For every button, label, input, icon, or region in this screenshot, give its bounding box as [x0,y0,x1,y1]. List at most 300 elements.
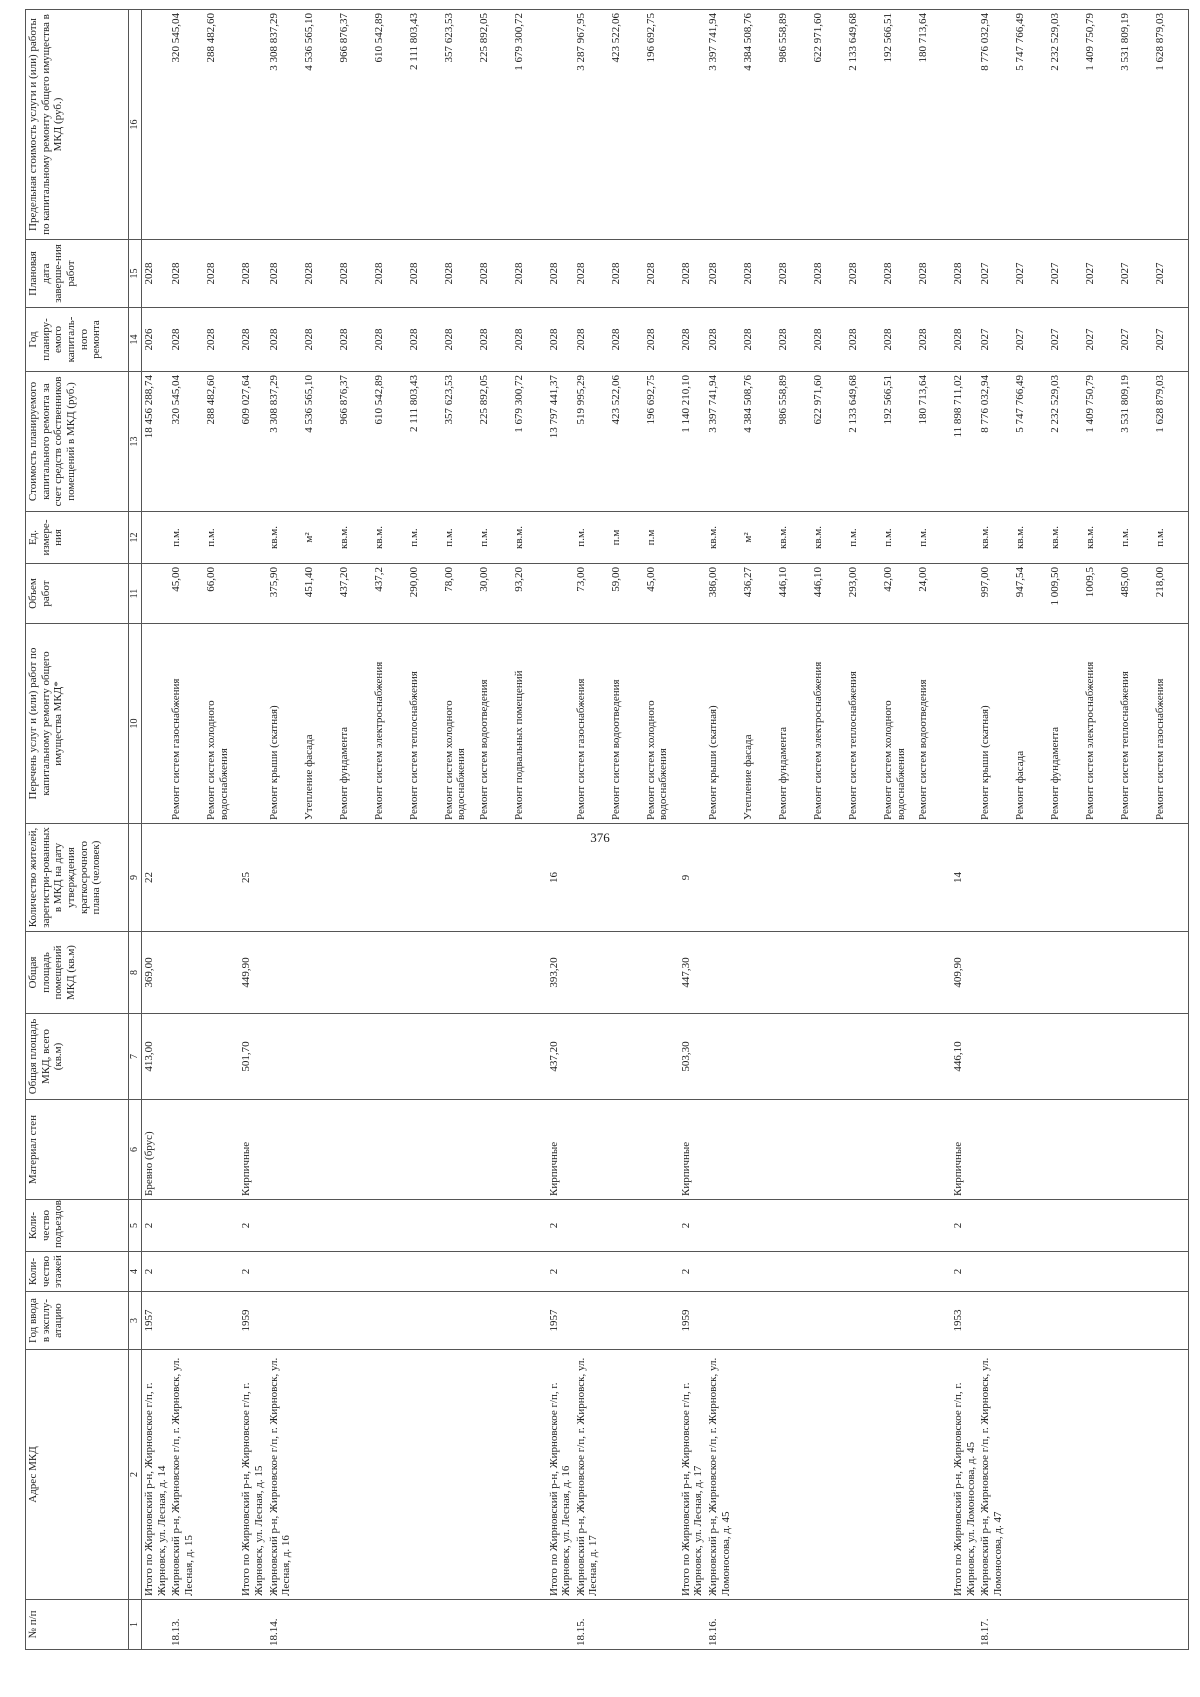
end-year-cell: 2028 [741,240,776,308]
column-number: 13 [129,372,142,512]
planned-cost-cell: 13 797 441,37 [547,372,574,512]
work-type-cell: Ремонт систем теплоснабжения [407,624,442,824]
wall-material-cell [1013,1100,1048,1200]
residents-cell [574,824,609,932]
work-volume-cell: 437,2 [372,564,407,624]
work-volume-cell: 93,20 [512,564,547,624]
floors-cell [407,1252,442,1292]
floors-cell [1048,1252,1083,1292]
unit-cell: п.м. [442,512,477,564]
work-type-cell: Ремонт систем водоотведения [916,624,951,824]
rooms-area-cell [477,932,512,1014]
table-row [574,10,609,1650]
wall-material-cell: Кирпичные [547,1100,574,1200]
header-cell: Перечень услуг и (или) работ по капитальному ремонту общего имущества МКД* [26,624,129,824]
plan-year-cell: 2028 [477,308,512,372]
work-type-cell: Ремонт систем электроснабжения [1083,624,1118,824]
limit-cost-cell: 2 232 529,03 [1048,10,1083,240]
total-area-cell [776,1014,811,1100]
plan-year-cell: 2028 [169,308,204,372]
end-year-cell: 2027 [978,240,1013,308]
rooms-area-cell [372,932,407,1014]
floors-cell [916,1252,951,1292]
year-cell [442,1292,477,1350]
residents-cell: 16 [547,824,574,932]
rooms-area-cell [337,932,372,1014]
floors-cell [1083,1252,1118,1292]
unit-cell: кв.м. [1048,512,1083,564]
entrances-cell [916,1200,951,1252]
limit-cost-cell: 196 692,75 [644,10,679,240]
wall-material-cell [574,1100,609,1200]
address-cell: Жирновский р-н, Жирновское г/п, г. Жирновск, ул. Лесная, д. 17 [574,1350,609,1600]
limit-cost-cell: 320 545,04 [169,10,204,240]
residents-cell [644,824,679,932]
row-number [609,1600,644,1650]
floors-cell [372,1252,407,1292]
planned-cost-cell: 966 876,37 [337,372,372,512]
residents-cell [302,824,337,932]
year-cell [741,1292,776,1350]
limit-cost-cell [547,10,574,240]
unit-cell: кв.м. [512,512,547,564]
work-volume-cell: 446,10 [776,564,811,624]
unit-cell: кв.м. [267,512,302,564]
total-area-cell [1118,1014,1153,1100]
entrances-cell [169,1200,204,1252]
plan-year-cell: 2028 [679,308,706,372]
planned-cost-cell: 610 542,89 [372,372,407,512]
limit-cost-cell [142,10,170,240]
rooms-area-cell: 393,20 [547,932,574,1014]
work-type-cell: Ремонт систем электроснабжения [372,624,407,824]
entrances-cell [267,1200,302,1252]
rooms-area-cell: 369,00 [142,932,170,1014]
unit-cell: кв.м. [706,512,741,564]
table-row [337,10,372,1650]
work-volume-cell: 386,00 [706,564,741,624]
work-type-cell: Ремонт систем газоснабжения [574,624,609,824]
end-year-cell: 2027 [1048,240,1083,308]
table-row [811,10,846,1650]
floors-cell [442,1252,477,1292]
residents-cell [846,824,881,932]
entrances-cell: 2 [547,1200,574,1252]
floors-cell [512,1252,547,1292]
work-type-cell: Ремонт систем водоотведения [609,624,644,824]
wall-material-cell [1083,1100,1118,1200]
table-row [169,10,204,1650]
rooms-area-cell [609,932,644,1014]
wall-material-cell [978,1100,1013,1200]
planned-cost-cell: 192 566,51 [881,372,916,512]
year-cell [1048,1292,1083,1350]
header-cell: Материал стен [26,1100,129,1200]
header-cell: Общая площадь МКД, всего (кв.м) [26,1014,129,1100]
address-cell [741,1350,776,1600]
plan-year-cell: 2027 [1118,308,1153,372]
table-row [846,10,881,1650]
address-cell [1048,1350,1083,1600]
header-row [26,10,129,1650]
limit-cost-cell: 3 287 967,95 [574,10,609,240]
row-number [372,1600,407,1650]
floors-cell: 2 [679,1252,706,1292]
rooms-area-cell [644,932,679,1014]
unit-cell: кв.м. [337,512,372,564]
residents-cell [916,824,951,932]
total-area-cell: 446,10 [951,1014,978,1100]
end-year-cell: 2028 [267,240,302,308]
total-area-cell [916,1014,951,1100]
floors-cell [337,1252,372,1292]
floors-cell [1013,1252,1048,1292]
work-type-cell: Ремонт систем холодного водоснабжения [442,624,477,824]
rooms-area-cell [1083,932,1118,1014]
wall-material-cell [644,1100,679,1200]
planned-cost-cell: 609 027,64 [239,372,266,512]
work-type-cell: Ремонт фундамента [776,624,811,824]
year-cell: 1959 [679,1292,706,1350]
table-row [644,10,679,1650]
limit-cost-cell: 1 628 879,03 [1153,10,1188,240]
rooms-area-cell [916,932,951,1014]
row-number [1153,1600,1188,1650]
work-volume-cell: 78,00 [442,564,477,624]
plan-year-cell: 2027 [1083,308,1118,372]
planned-cost-cell: 11 898 711,02 [951,372,978,512]
planned-cost-cell: 3 531 809,19 [1118,372,1153,512]
plan-year-cell: 2026 [142,308,170,372]
total-row [239,10,266,1650]
work-volume-cell: 24,00 [916,564,951,624]
residents-cell [1153,824,1188,932]
end-year-cell: 2028 [512,240,547,308]
plan-year-cell: 2028 [372,308,407,372]
end-year-cell: 2028 [442,240,477,308]
column-number: 3 [129,1292,142,1350]
page-number: 376 [590,830,610,845]
year-cell [978,1292,1013,1350]
total-area-cell [609,1014,644,1100]
planned-cost-cell: 1 679 300,72 [512,372,547,512]
plan-year-cell: 2028 [574,308,609,372]
entrances-cell [512,1200,547,1252]
row-number [239,1600,266,1650]
work-type-cell: Ремонт подвальных помещений [512,624,547,824]
limit-cost-cell: 4 536 565,10 [302,10,337,240]
row-number [741,1600,776,1650]
year-cell: 1957 [142,1292,170,1350]
row-number [337,1600,372,1650]
end-year-cell: 2028 [372,240,407,308]
unit-cell: кв.м. [978,512,1013,564]
floors-cell [302,1252,337,1292]
total-area-cell [574,1014,609,1100]
column-number: 4 [129,1252,142,1292]
row-number [846,1600,881,1650]
work-type-cell: Ремонт фундамента [1048,624,1083,824]
total-area-cell [407,1014,442,1100]
end-year-cell: 2028 [881,240,916,308]
residents-cell: 22 [142,824,170,932]
work-volume-cell: 997,00 [978,564,1013,624]
year-cell [407,1292,442,1350]
column-number: 2 [129,1350,142,1600]
work-volume-cell [547,564,574,624]
floors-cell [741,1252,776,1292]
plan-year-cell: 2028 [302,308,337,372]
work-volume-cell: 45,00 [644,564,679,624]
wall-material-cell [267,1100,302,1200]
plan-year-cell: 2028 [204,308,239,372]
work-type-cell: Ремонт систем электроснабжения [811,624,846,824]
residents-cell: 25 [239,824,266,932]
plan-year-cell: 2028 [776,308,811,372]
unit-cell: м² [741,512,776,564]
total-area-cell [811,1014,846,1100]
end-year-cell: 2028 [811,240,846,308]
planned-cost-cell: 288 482,60 [204,372,239,512]
floors-cell [846,1252,881,1292]
work-type-cell: Ремонт систем газоснабжения [1153,624,1188,824]
column-number: 9 [129,824,142,932]
wall-material-cell [169,1100,204,1200]
year-cell: 1959 [239,1292,266,1350]
column-number: 16 [129,10,142,240]
plan-year-cell: 2028 [512,308,547,372]
unit-cell: кв.м. [1083,512,1118,564]
rooms-area-cell [407,932,442,1014]
row-number [811,1600,846,1650]
planned-cost-cell: 4 536 565,10 [302,372,337,512]
total-area-cell [477,1014,512,1100]
work-volume-cell [951,564,978,624]
work-type-cell [679,624,706,824]
table-row [372,10,407,1650]
plan-year-cell: 2028 [609,308,644,372]
plan-year-cell: 2028 [267,308,302,372]
rooms-area-cell [267,932,302,1014]
table-row [267,10,302,1650]
end-year-cell: 2027 [1118,240,1153,308]
total-area-cell [337,1014,372,1100]
row-number: 18.17. [978,1600,1013,1650]
floors-cell: 2 [951,1252,978,1292]
residents-cell [204,824,239,932]
end-year-cell: 2028 [846,240,881,308]
entrances-cell [706,1200,741,1252]
plan-year-cell: 2028 [846,308,881,372]
plan-year-cell: 2028 [881,308,916,372]
wall-material-cell [442,1100,477,1200]
floors-cell [169,1252,204,1292]
floors-cell [477,1252,512,1292]
row-number [142,1600,170,1650]
total-area-cell [372,1014,407,1100]
work-volume-cell: 375,90 [267,564,302,624]
column-number-row [129,10,142,1650]
address-cell [477,1350,512,1600]
end-year-cell: 2028 [574,240,609,308]
work-type-cell: Ремонт систем теплоснабжения [1118,624,1153,824]
floors-cell: 2 [142,1252,170,1292]
plan-year-cell: 2027 [978,308,1013,372]
limit-cost-cell: 3 308 837,29 [267,10,302,240]
planned-cost-cell: 180 713,64 [916,372,951,512]
entrances-cell: 2 [142,1200,170,1252]
total-area-cell: 503,30 [679,1014,706,1100]
rooms-area-cell [846,932,881,1014]
table-row [204,10,239,1650]
wall-material-cell [512,1100,547,1200]
limit-cost-cell: 357 623,53 [442,10,477,240]
floors-cell [1118,1252,1153,1292]
entrances-cell [204,1200,239,1252]
limit-cost-cell: 986 558,89 [776,10,811,240]
planned-cost-cell: 2 111 803,43 [407,372,442,512]
floors-cell [706,1252,741,1292]
row-number: 18.14. [267,1600,302,1650]
floors-cell [574,1252,609,1292]
rooms-area-cell [442,932,477,1014]
work-type-cell: Ремонт систем холодного водоснабжения [644,624,679,824]
planned-cost-cell: 1 140 210,10 [679,372,706,512]
end-year-cell: 2028 [337,240,372,308]
plan-year-cell: 2028 [951,308,978,372]
year-cell [477,1292,512,1350]
total-area-cell [442,1014,477,1100]
rooms-area-cell: 447,30 [679,932,706,1014]
header-cell: Объем работ [26,564,129,624]
work-volume-cell [239,564,266,624]
rooms-area-cell: 409,90 [951,932,978,1014]
year-cell [916,1292,951,1350]
address-cell [204,1350,239,1600]
limit-cost-cell: 610 542,89 [372,10,407,240]
column-number: 8 [129,932,142,1014]
end-year-cell: 2028 [644,240,679,308]
rooms-area-cell [1118,932,1153,1014]
work-type-cell [142,624,170,824]
entrances-cell: 2 [951,1200,978,1252]
row-number [644,1600,679,1650]
limit-cost-cell: 423 522,06 [609,10,644,240]
year-cell [881,1292,916,1350]
work-type-cell: Ремонт крыши (скатная) [267,624,302,824]
total-row [547,10,574,1650]
year-cell [169,1292,204,1350]
year-cell [1118,1292,1153,1350]
work-type-cell [239,624,266,824]
work-volume-cell: 1009,5 [1083,564,1118,624]
year-cell: 1953 [951,1292,978,1350]
entrances-cell [978,1200,1013,1252]
residents-cell: 9 [679,824,706,932]
plan-year-cell: 2028 [811,308,846,372]
residents-cell [337,824,372,932]
row-number [512,1600,547,1650]
rooms-area-cell [512,932,547,1014]
year-cell [337,1292,372,1350]
planned-cost-cell: 357 623,53 [442,372,477,512]
work-volume-cell: 437,20 [337,564,372,624]
address-cell [644,1350,679,1600]
floors-cell [881,1252,916,1292]
header-cell: Предельная стоимость услуги и (или) работы по капитальному ремонту общего имущества в МКД (руб.) [26,10,129,240]
plan-year-cell: 2028 [916,308,951,372]
column-number: 7 [129,1014,142,1100]
floors-cell [267,1252,302,1292]
work-volume-cell [679,564,706,624]
total-area-cell [1048,1014,1083,1100]
year-cell: 1957 [547,1292,574,1350]
address-cell: Итого по Жирновский р-н, Жирновское г/п, г. Жирновск, ул. Ломоносова, д. 45 [951,1350,978,1600]
entrances-cell [846,1200,881,1252]
column-number: 14 [129,308,142,372]
limit-cost-cell: 2 111 803,43 [407,10,442,240]
work-type-cell: Ремонт систем теплоснабжения [846,624,881,824]
work-type-cell: Ремонт фасада [1013,624,1048,824]
table-row [512,10,547,1650]
work-type-cell: Утепление фасада [302,624,337,824]
total-row [679,10,706,1650]
table-row [978,10,1013,1650]
floors-cell [776,1252,811,1292]
address-cell [609,1350,644,1600]
plan-year-cell: 2027 [1048,308,1083,372]
limit-cost-cell [951,10,978,240]
year-cell [372,1292,407,1350]
residents-cell [609,824,644,932]
end-year-cell: 2028 [477,240,512,308]
unit-cell: п.м. [1153,512,1188,564]
work-type-cell: Утепление фасада [741,624,776,824]
work-volume-cell: 436,27 [741,564,776,624]
work-volume-cell: 290,00 [407,564,442,624]
entrances-cell [644,1200,679,1252]
rooms-area-cell [776,932,811,1014]
address-cell [846,1350,881,1600]
year-cell [204,1292,239,1350]
end-year-cell: 2028 [951,240,978,308]
unit-cell: кв.м. [1013,512,1048,564]
year-cell [267,1292,302,1350]
total-area-cell [1083,1014,1118,1100]
row-number [776,1600,811,1650]
total-area-cell [267,1014,302,1100]
column-number: 6 [129,1100,142,1200]
year-cell [644,1292,679,1350]
header-cell: Коли-чество подъездов [26,1200,129,1252]
end-year-cell: 2028 [142,240,170,308]
total-area-cell [1153,1014,1188,1100]
header-cell: Плановая дата заверше-ния работ [26,240,129,308]
unit-cell: кв.м. [811,512,846,564]
planned-cost-cell: 423 522,06 [609,372,644,512]
row-number [302,1600,337,1650]
rotated-sheet [25,10,1175,1650]
table-row [1118,10,1153,1650]
work-type-cell: Ремонт систем газоснабжения [169,624,204,824]
address-cell: Жирновский р-н, Жирновское г/п, г. Жирновск, ул. Ломоносова, д. 47 [978,1350,1013,1600]
end-year-cell: 2028 [916,240,951,308]
residents-cell [477,824,512,932]
work-volume-cell: 485,00 [1118,564,1153,624]
total-row [951,10,978,1650]
year-cell [574,1292,609,1350]
row-number [881,1600,916,1650]
